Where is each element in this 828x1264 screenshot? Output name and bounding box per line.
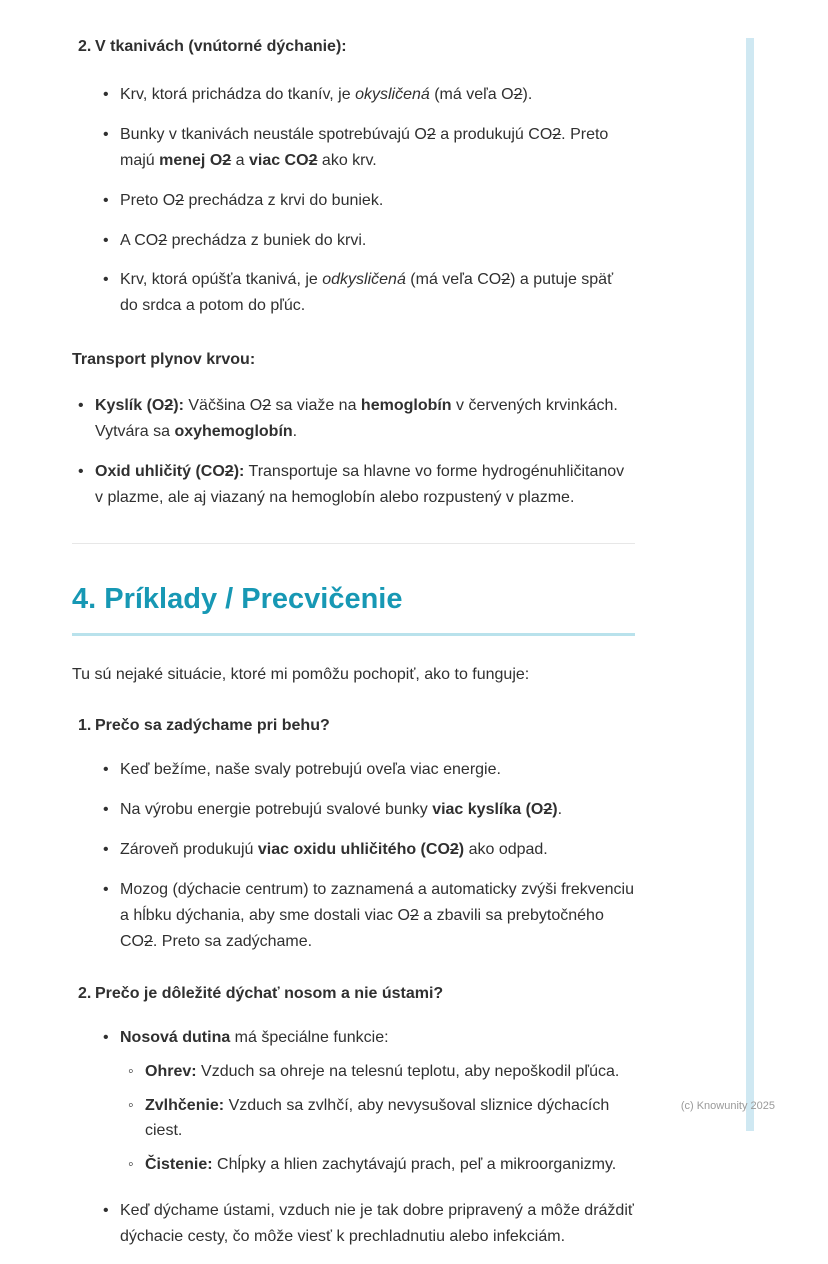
question-1-bullet-list (72, 757, 635, 954)
bullet-text: Mozog (dýchacie centrum) to zaznamená a automaticky zvýši frekvenciu a hĺbku dýchania, aby sme dostali viac O2 a zbavili sa prebytočného CO2. Preto sa zadýchame. (120, 881, 634, 950)
bullet-item (72, 393, 635, 445)
transport-heading: Transport plynov krvou: (72, 351, 256, 369)
nose-functions-list (120, 1059, 635, 1179)
bullet-item (72, 188, 635, 214)
bullet-marker: • (103, 231, 109, 249)
question-2-title: Prečo je dôležité dýchať nosom a nie ústami? (95, 984, 444, 1002)
bullet-item (72, 228, 635, 254)
bullet-marker: • (103, 761, 109, 779)
scrollbar[interactable] (746, 38, 754, 1131)
sub-bullet-item (120, 1152, 635, 1178)
bullet-item (72, 837, 635, 863)
bullet-item (72, 1198, 635, 1250)
circle-bullet-marker: ◦ (128, 1062, 134, 1080)
bullet-text: Preto O2 prechádza z krvi do buniek. (120, 191, 384, 209)
list-number: 1. (78, 717, 92, 735)
bullet-marker: • (103, 271, 109, 289)
bullet-marker: • (103, 191, 109, 209)
bullet-marker: • (103, 881, 109, 899)
bullet-text: Na výrobu energie potrebujú svalové bunky viac kyslíka (O2). (120, 801, 563, 819)
bullet-text: Keď dýchame ústami, vzduch nie je tak dobre pripravený a môže dráždiť dýchacie cesty, čo môže viesť k prechladnutiu alebo infekciám. (120, 1202, 634, 1246)
bullet-marker: • (103, 1028, 109, 1046)
bullet-marker: • (103, 1202, 109, 1220)
bullet-marker: • (103, 85, 109, 103)
bullet-text: Zároveň produkujú viac oxidu uhličitého (CO2) ako odpad. (120, 841, 548, 859)
bullet-text: Bunky v tkanivách neustále spotrebúvajú O2 a produkujú CO2. Preto majú menej O2 a viac CO2 ako krv. (120, 125, 609, 169)
tkaniva-bullet-list (72, 82, 635, 319)
sub-bullet-item (120, 1059, 635, 1085)
circle-bullet-marker: ◦ (128, 1096, 134, 1114)
bullet-item (72, 797, 635, 823)
sub-bullet-text: Ohrev: Vzduch sa ohreje na telesnú teplotu, aby nepoškodil pľúca. (145, 1062, 620, 1080)
list-number: 2. (78, 38, 92, 55)
bullet-marker: • (78, 462, 84, 480)
bullet-item (72, 757, 635, 783)
bullet-marker: • (103, 841, 109, 859)
sub-bullet-item (120, 1093, 635, 1145)
transport-bullet-list (72, 393, 635, 511)
bullet-marker: • (78, 397, 84, 415)
section-tkanivach-title: V tkanivách (vnútorné dýchanie): (95, 38, 347, 55)
question-1-title: Prečo sa zadýchame pri behu? (95, 717, 330, 735)
bullet-text: Keď bežíme, naše svaly potrebujú oveľa viac energie. (120, 761, 501, 779)
bullet-item (72, 459, 635, 511)
bullet-item (72, 267, 635, 319)
bullet-text: Kyslík (O2): Väčšina O2 sa viaže na hemoglobín v červených krvinkách. Vytvára sa oxyhemoglobín. (95, 397, 618, 441)
section-4-heading: 4. Príklady / Precvičenie (72, 582, 635, 636)
sub-bullet-text: Zvlhčenie: Vzduch sa zvlhčí, aby nevysušoval sliznice dýchacích ciest. (145, 1096, 610, 1140)
bullet-marker: • (103, 125, 109, 143)
section-tkanivach-heading (72, 34, 635, 60)
circle-bullet-marker: ◦ (128, 1156, 134, 1174)
question-1-heading (72, 713, 635, 739)
copyright-note: (c) Knowunity 2025 (680, 1100, 775, 1112)
bullet-text: A CO2 prechádza z buniek do krvi. (120, 231, 367, 249)
section-4-intro: Tu sú nejaké situácie, ktoré mi pomôžu pochopiť, ako to funguje: (72, 665, 530, 683)
notes-content (72, 34, 635, 1264)
bullet-item (72, 82, 635, 108)
question-2-heading (72, 981, 635, 1007)
bullet-text: Krv, ktorá opúšťa tkanivá, je odkysličená (má veľa CO2) a putuje späť do srdca a potom do pľúc. (120, 271, 614, 315)
sub-bullet-text: Čistenie: Chĺpky a hlien zachytávajú prach, peľ a mikroorganizmy. (145, 1156, 617, 1174)
bullet-item (72, 1025, 635, 1179)
bullet-text: Oxid uhličitý (CO2): Transportuje sa hlavne vo forme hydrogénuhličitanov v plazme, ale aj viazaný na hemoglobín alebo rozpustený v plazme. (95, 462, 625, 506)
bullet-text (120, 1025, 635, 1179)
section-divider (72, 543, 635, 544)
question-2-bullet-list (72, 1025, 635, 1250)
bullet-marker: • (103, 801, 109, 819)
bullet-item (72, 122, 635, 174)
bullet-item (72, 877, 635, 955)
list-number: 2. (78, 984, 92, 1002)
nose-intro-text: Nosová dutina má špeciálne funkcie: (120, 1028, 389, 1046)
bullet-text: Krv, ktorá prichádza do tkanív, je okysličená (má veľa O2). (120, 85, 533, 103)
